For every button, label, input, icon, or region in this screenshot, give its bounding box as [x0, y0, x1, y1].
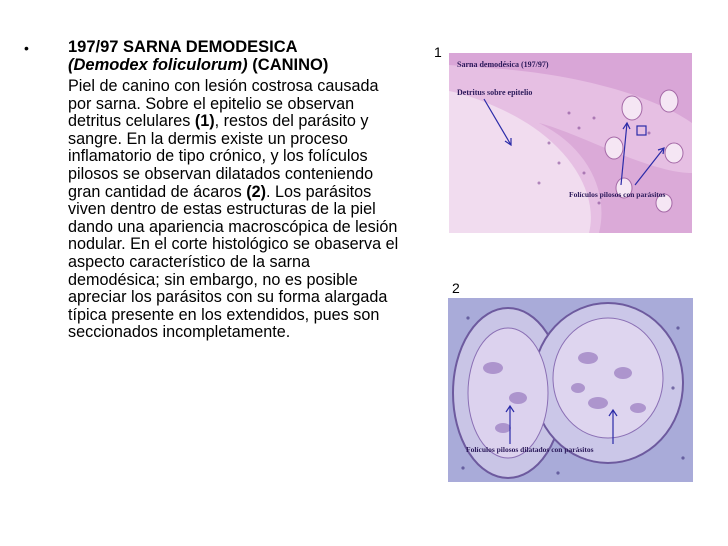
bullet-icon: •	[24, 40, 29, 56]
species-label: (CANINO)	[252, 56, 329, 74]
label-detritus: Detritus sobre epitelio	[457, 88, 533, 97]
micrograph-1-image	[449, 53, 692, 233]
description-text	[68, 78, 406, 342]
description-block	[24, 38, 406, 342]
figure-1-number: 1	[434, 44, 442, 60]
figure-2-number: 2	[452, 280, 460, 296]
case-id: 197/97 SARNA DEMODESICA	[68, 38, 298, 56]
ref-2: (2)	[246, 182, 266, 201]
text-part-3: . Los parásitos viven dentro de estas estructuras de la piel dando una apariencia macroscópica de lesión nodular. En el corte histológico se obaserva el aspecto característico de la sarna demodésica; sin embargo, no es posible apreciar los parásitos con su forma alargada típica presente en los extendidos, pues son seccionados incompletamente.	[68, 182, 399, 342]
ref-1: (1)	[194, 112, 215, 131]
text-part-1: Piel de canino con lesión costrosa causada por sarna. Sobre el epitelio se observan detritus celulares	[68, 77, 379, 131]
caption-title: Sarna demodésica (197/97)	[457, 60, 549, 69]
scientific-name: (Demodex foliculorum)	[68, 56, 248, 74]
micrograph-2	[448, 298, 693, 482]
micrograph-1	[449, 53, 692, 233]
micrograph-2-image	[448, 298, 693, 482]
slide-title	[68, 38, 406, 74]
label-foliculos-2: Folículos pilosos dilatados con parásitos	[466, 445, 594, 454]
text-part-2: , restos del parásito y sangre. En la dermis existe un proceso inflamatorio de tipo crónico, y los folículos pilosos se observan dilatados conteniendo gran cantidad de ácaros	[68, 112, 374, 201]
label-foliculos-1: Folículos pilosos con parásitos	[569, 190, 666, 199]
